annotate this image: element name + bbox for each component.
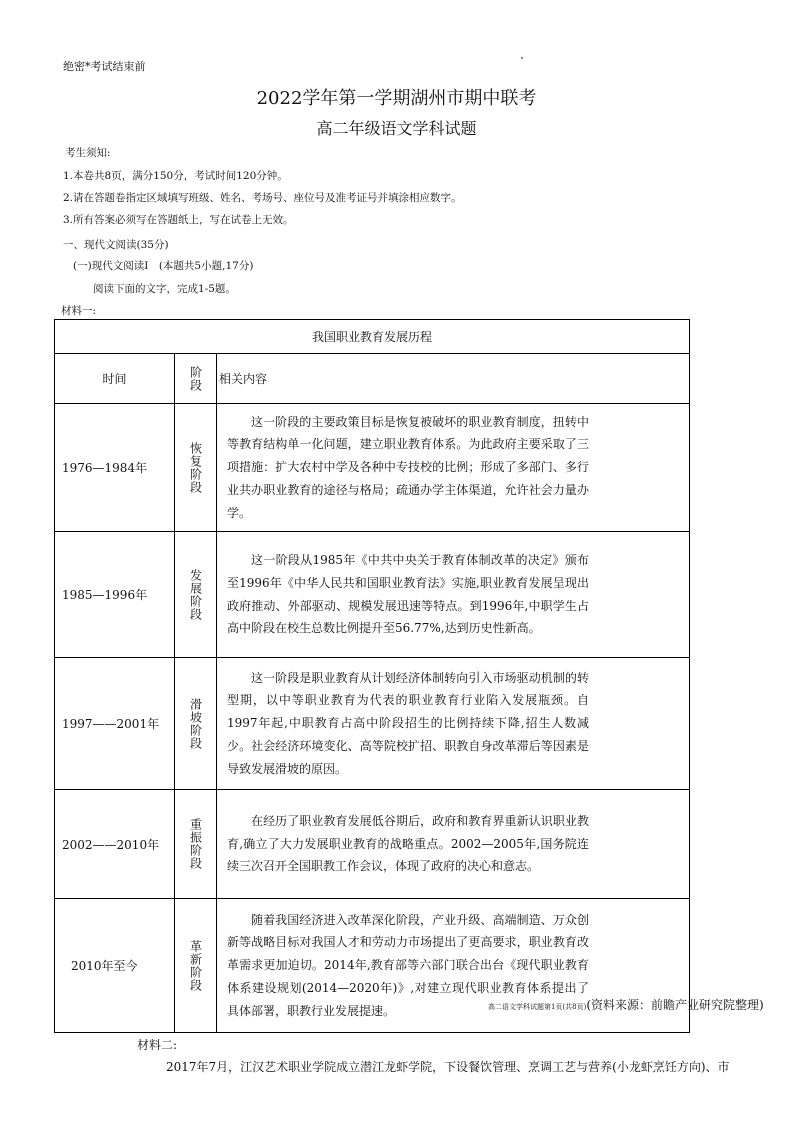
row-content: 这一阶段从1985年《中共中央关于教育体制改革的决定》颁布至1996年《中华人民共和国职业教育法》实施,职业教育发展呈现出政府推动、外部驱动、规模发展迅速等特点。到1996年,中职学生占高中阶段在校生总数比例提升至56.77%,达到历史性新高。	[217, 532, 690, 658]
row-stage-cell	[175, 899, 217, 1033]
row-stage: 滑坡阶段	[188, 697, 203, 750]
secret-label: 绝密*考试结束前	[63, 60, 146, 73]
row-stage-cell	[175, 532, 217, 658]
table-row	[55, 658, 690, 790]
row-stage-cell	[175, 658, 217, 790]
notice-heading: 考生须知:	[65, 147, 111, 159]
header-content: 相关内容	[217, 354, 690, 404]
header-stage: 阶段	[188, 365, 203, 392]
header-time: 时间	[55, 354, 175, 404]
row-period: 2002——2010年	[55, 790, 175, 899]
row-stage-cell	[175, 790, 217, 899]
row-period: 1997——2001年	[55, 658, 175, 790]
row-content: 随着我国经济进入改革深化阶段，产业升级、高端制造、万众创新等战略目标对我国人才和劳动力市场提出了更高要求，职业教育改革需求更加迫切。2014年,教育部等六部门联合出台《现代职业教育体系建设规划(2014—2020年)》,对建立现代职业教育体系提出了具体部署，职教行业发展提速。	[217, 899, 690, 1033]
row-period: 1985—1996年	[55, 532, 175, 658]
scan-dot	[521, 57, 523, 59]
notice-item: 3.所有答案必须写在答题纸上，写在试卷上无效。	[63, 214, 294, 226]
header-stage-cell	[175, 354, 217, 404]
history-table	[54, 319, 690, 1033]
row-stage: 重振阶段	[188, 818, 203, 870]
row-stage: 革新阶段	[188, 939, 203, 992]
row-stage-cell	[175, 404, 217, 532]
notice-item: 2.请在答题卷指定区域填写班级、姓名、考场号、座位号及准考证号并填涂相应数字。	[63, 192, 462, 204]
material-label: 材料一:	[61, 305, 97, 317]
row-content: 在经历了职业教育发展低谷期后，政府和教育界重新认识职业教育,确立了大力发展职业教育的战略重点。2002—2005年,国务院连续三次召开全国职教工作会议，体现了政府的决心和意志。	[217, 790, 690, 899]
table-row	[55, 404, 690, 532]
subsection-heading: (一)现代文阅读Ⅰ (本题共5小题,17分)	[73, 260, 254, 272]
table-row	[55, 790, 690, 899]
row-stage: 发展阶段	[188, 568, 203, 621]
material2-text: 2017年7月，江汉艺术职业学院成立潜江龙虾学院，下设餐饮管理、烹调工艺与营养(小龙虾烹饪方向)、市	[166, 1060, 730, 1074]
table-row	[55, 532, 690, 658]
row-stage: 恢复阶段	[188, 441, 203, 494]
page-footer	[488, 994, 768, 1018]
table-header-row	[55, 354, 690, 404]
table-caption: 我国职业教育发展历程	[55, 320, 690, 354]
page-subtitle: 高二年级语文学科试题	[316, 119, 477, 138]
instruction-text: 阅读下面的文字，完成1-5题。	[93, 283, 236, 295]
section-heading: 一、现代文阅读(35分)	[63, 239, 169, 251]
row-content: 这一阶段的主要政策目标是恢复被破坏的职业教育制度，扭转中等教育结构单一化问题，建立职业教育体系。为此政府主要采取了三项措施：扩大农村中学及各种中专技校的比例；形成了多部门、多行业共办职业教育的途径与格局；疏通办学主体渠道，允许社会力量办学。	[217, 404, 690, 532]
page-number-label: 高二语文学科试题第1页(共8页)	[488, 1003, 587, 1011]
row-period: 2010年至今	[55, 899, 175, 1033]
row-period: 1976—1984年	[55, 404, 175, 532]
row-content: 这一阶段是职业教育从计划经济体制转向引入市场驱动机制的转型期，以中等职业教育为代表的职业教育行业陷入发展瓶颈。自1997年起,中职教育占高中阶段招生的比例持续下降,招生人数减少。社会经济环境变化、高等院校扩招、职教自身改革滞后等因素是导致发展滑坡的原因。	[217, 658, 690, 790]
notice-item: 1.本卷共8页，满分150分，考试时间120分钟。	[63, 170, 288, 182]
material2-label: 材料二:	[137, 1038, 178, 1052]
source-note: (资料来源：前瞻产业研究院整理)	[586, 998, 764, 1012]
page-title: 2022学年第一学期湖州市期中联考	[256, 88, 537, 109]
